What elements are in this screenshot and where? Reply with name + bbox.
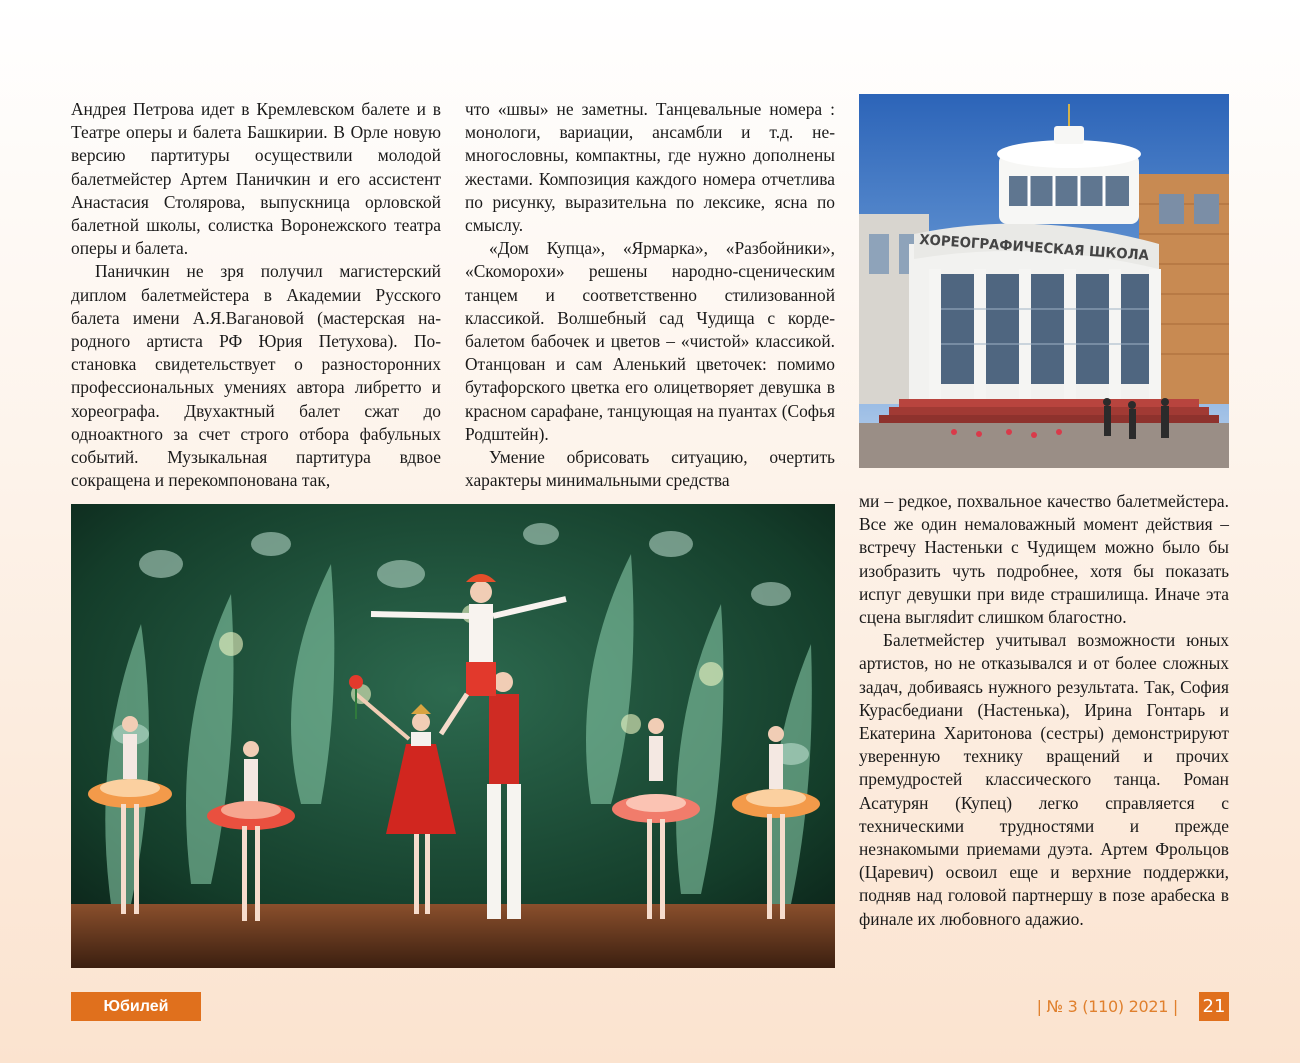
school-building-photo	[859, 94, 1229, 468]
ballet-stage-photo	[71, 504, 835, 968]
issue-info: | № 3 (110) 2021 |	[1036, 997, 1178, 1016]
paragraph: Умение обрисовать ситуацию, очертить характеры минимальными средства	[465, 447, 835, 491]
paragraph: Балетмейстер учитывал возможности юных артистов, но не отказывался и от более сложных задач, добиваясь нужного результата. Так, София Курасбедиани (Настенька), Ирина Гонтарь и Екатерина Харитонова (сестры) демонстрируют уверенную технику вращений и прочих премудростей классического танца. Роман Асатурян (Купец) легко справляется с техническими трудностями и прежде незнакомыми приемами дуэта. Артем Фрольцов (Царевич) освоил еще и верхние поддержки, подняв над головой партнершу в позе арабеска в финале их любовного адажио.	[859, 630, 1229, 929]
paragraph: Андрея Петрова идет в Кремлевском балете и в Театре оперы и балета Башкирии. В Орле новую версию партитуры осуществили молодой балетмейстер Артем Паничкин и его ассистент Анастасия Столярова, выпускница орловской балетной школы, солистка Воронежского театра оперы и балета.	[71, 99, 441, 259]
article-column-2	[465, 98, 835, 492]
page-number: 21	[1199, 992, 1229, 1021]
building-sign: ХОРЕОГРАФИЧЕСКАЯ ШКОЛА	[918, 231, 1162, 265]
article-column-1	[71, 98, 441, 492]
paragraph: Паничкин не зря получил магистерский диплом балетмейстера в Академии Русского балета имени А.Я.Вагановой (мастерская народного артиста РФ Юрия Петухова). Постановка свидетельствует о разносторонних профессиональных умениях автора либретто и хореографа. Двухактный балет сжат до одноактного за счет строго отбора фабульных событий. Музыкальная партитура вдвое сокращена и перекомпонована так,	[71, 261, 441, 491]
section-label: Юбилей	[71, 992, 201, 1021]
paragraph: «Дом Купца», «Ярмарка», «Разбойники», «Скоморохи» решены народно-сценическим танцем и соответственно стилизованной классикой. Волшебный сад Чудища с кордебалетом бабочек и цветов – «чистой» классикой. Отанцован и сам Аленький цветочек: помимо бутафорского цветка его олицетворяет девушка в красном сарафане, танцующая на пуантах (Софья Родштейн).	[465, 238, 835, 444]
paragraph: что «швы» не заметны. Танцевальные номера : монологи, вариации, ансамбли и т.д. немногословны, компактны, где нужно дополнены жестами. Композиция каждого номера отчетлива по рисунку, выразительна по лексике, ясна по смыслу.	[465, 99, 835, 236]
paragraph: ми – редкое, похвальное качество балетмейстера. Все же один немаловажный момент действия – встречу Настеньки с Чудищем можно было бы изобразить чуть подробнее, хотя бы показать испуг девушки при виде страшилища. Иначе эта сцена выгляdит слишком благостно.	[859, 491, 1229, 628]
article-column-3	[859, 490, 1229, 931]
